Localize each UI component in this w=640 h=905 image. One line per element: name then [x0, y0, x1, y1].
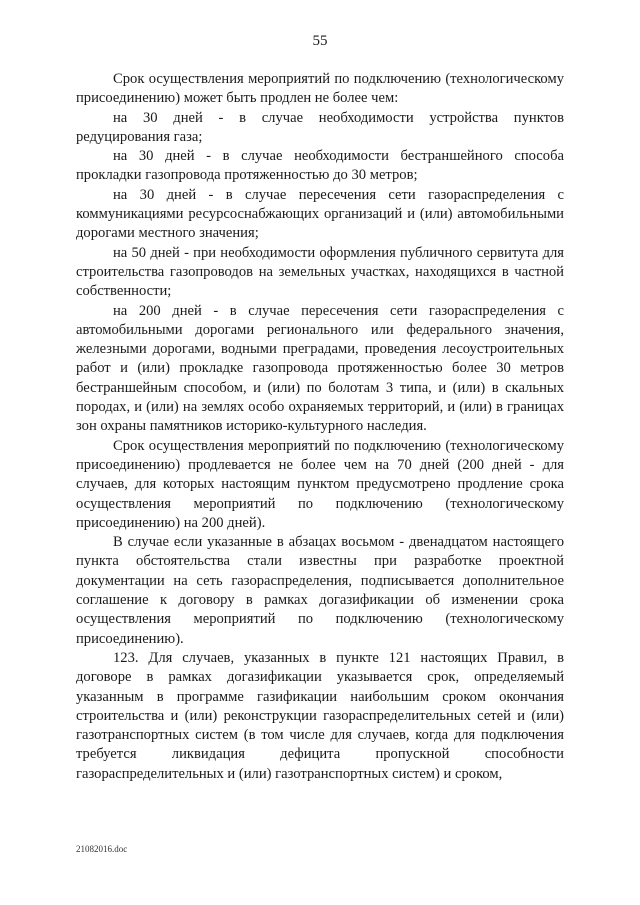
paragraph-extension-limit: Срок осуществления мероприятий по подключению (технологическому присоединению) продлевается не более чем на 70 дней (200 дней - для случаев, для которых настоящим пунктом предусмотрено продление срока осуществления мероприятий по подключению (технологическому присоединению) на 200 дней). [76, 437, 564, 531]
document-body [76, 70, 564, 784]
paragraph-supplementary-agreement: В случае если указанные в абзацах восьмом - двенадцатом настоящего пункта обстоятельства стали известны при разработке проектной документации на сеть газораспределения, подписывается дополнительное соглашение к договору в рамках догазификации об изменении срока осуществления мероприятий по подключению (технологическому присоединению). [76, 534, 564, 647]
paragraph-30-days-trenchless: на 30 дней - в случае необходимости бестраншейного способа прокладки газопровода протяженностью до 30 метров; [76, 148, 564, 184]
paragraph-200-days: на 200 дней - в случае пересечения сети газораспределения с автомобильными дорогами регионального или федерального значения, железными дорогами, водными преградами, проведения лесоустроительных работ и (или) прокладке газопровода протяженностью более 30 метров бестраншейным способом, и (или) по болотам 3 типа, и (или) в скальных породах, и (или) на землях особо охраняемых территорий, и (или) в границах зон охраны памятников историко-культурного наследия. [76, 302, 564, 435]
page-number: 55 [312, 33, 328, 49]
file-name-footer: 21082016.doc [76, 844, 128, 854]
paragraph-30-days-reduction-points: на 30 дней - в случае необходимости устройства пунктов редуцирования газа; [76, 109, 564, 145]
paragraph-extension-intro: Срок осуществления мероприятий по подключению (технологическому присоединению) может быть продлен не более чем: [76, 71, 564, 107]
paragraph-30-days-crossing: на 30 дней - в случае пересечения сети газораспределения с коммуникациями ресурсоснабжающих организаций и (или) автомобильными дорогами местного значения; [76, 186, 564, 242]
paragraph-50-days-servitude: на 50 дней - при необходимости оформления публичного сервитута для строительства газопроводов на земельных участках, находящихся в частной собственности; [76, 244, 564, 300]
paragraph-clause-123: 123. Для случаев, указанных в пункте 121 настоящих Правил, в договоре в рамках догазификации указывается срок, определяемый указанным в программе газификации наибольшим сроком окончания строительства и (или) реконструкции газораспределительных сетей и (или) газотранспортных систем (в том числе для случаев, когда для подключения требуется ликвидация дефицита пропускной способности газораспределительных и (или) газотранспортных систем) и сроком, [76, 649, 564, 782]
